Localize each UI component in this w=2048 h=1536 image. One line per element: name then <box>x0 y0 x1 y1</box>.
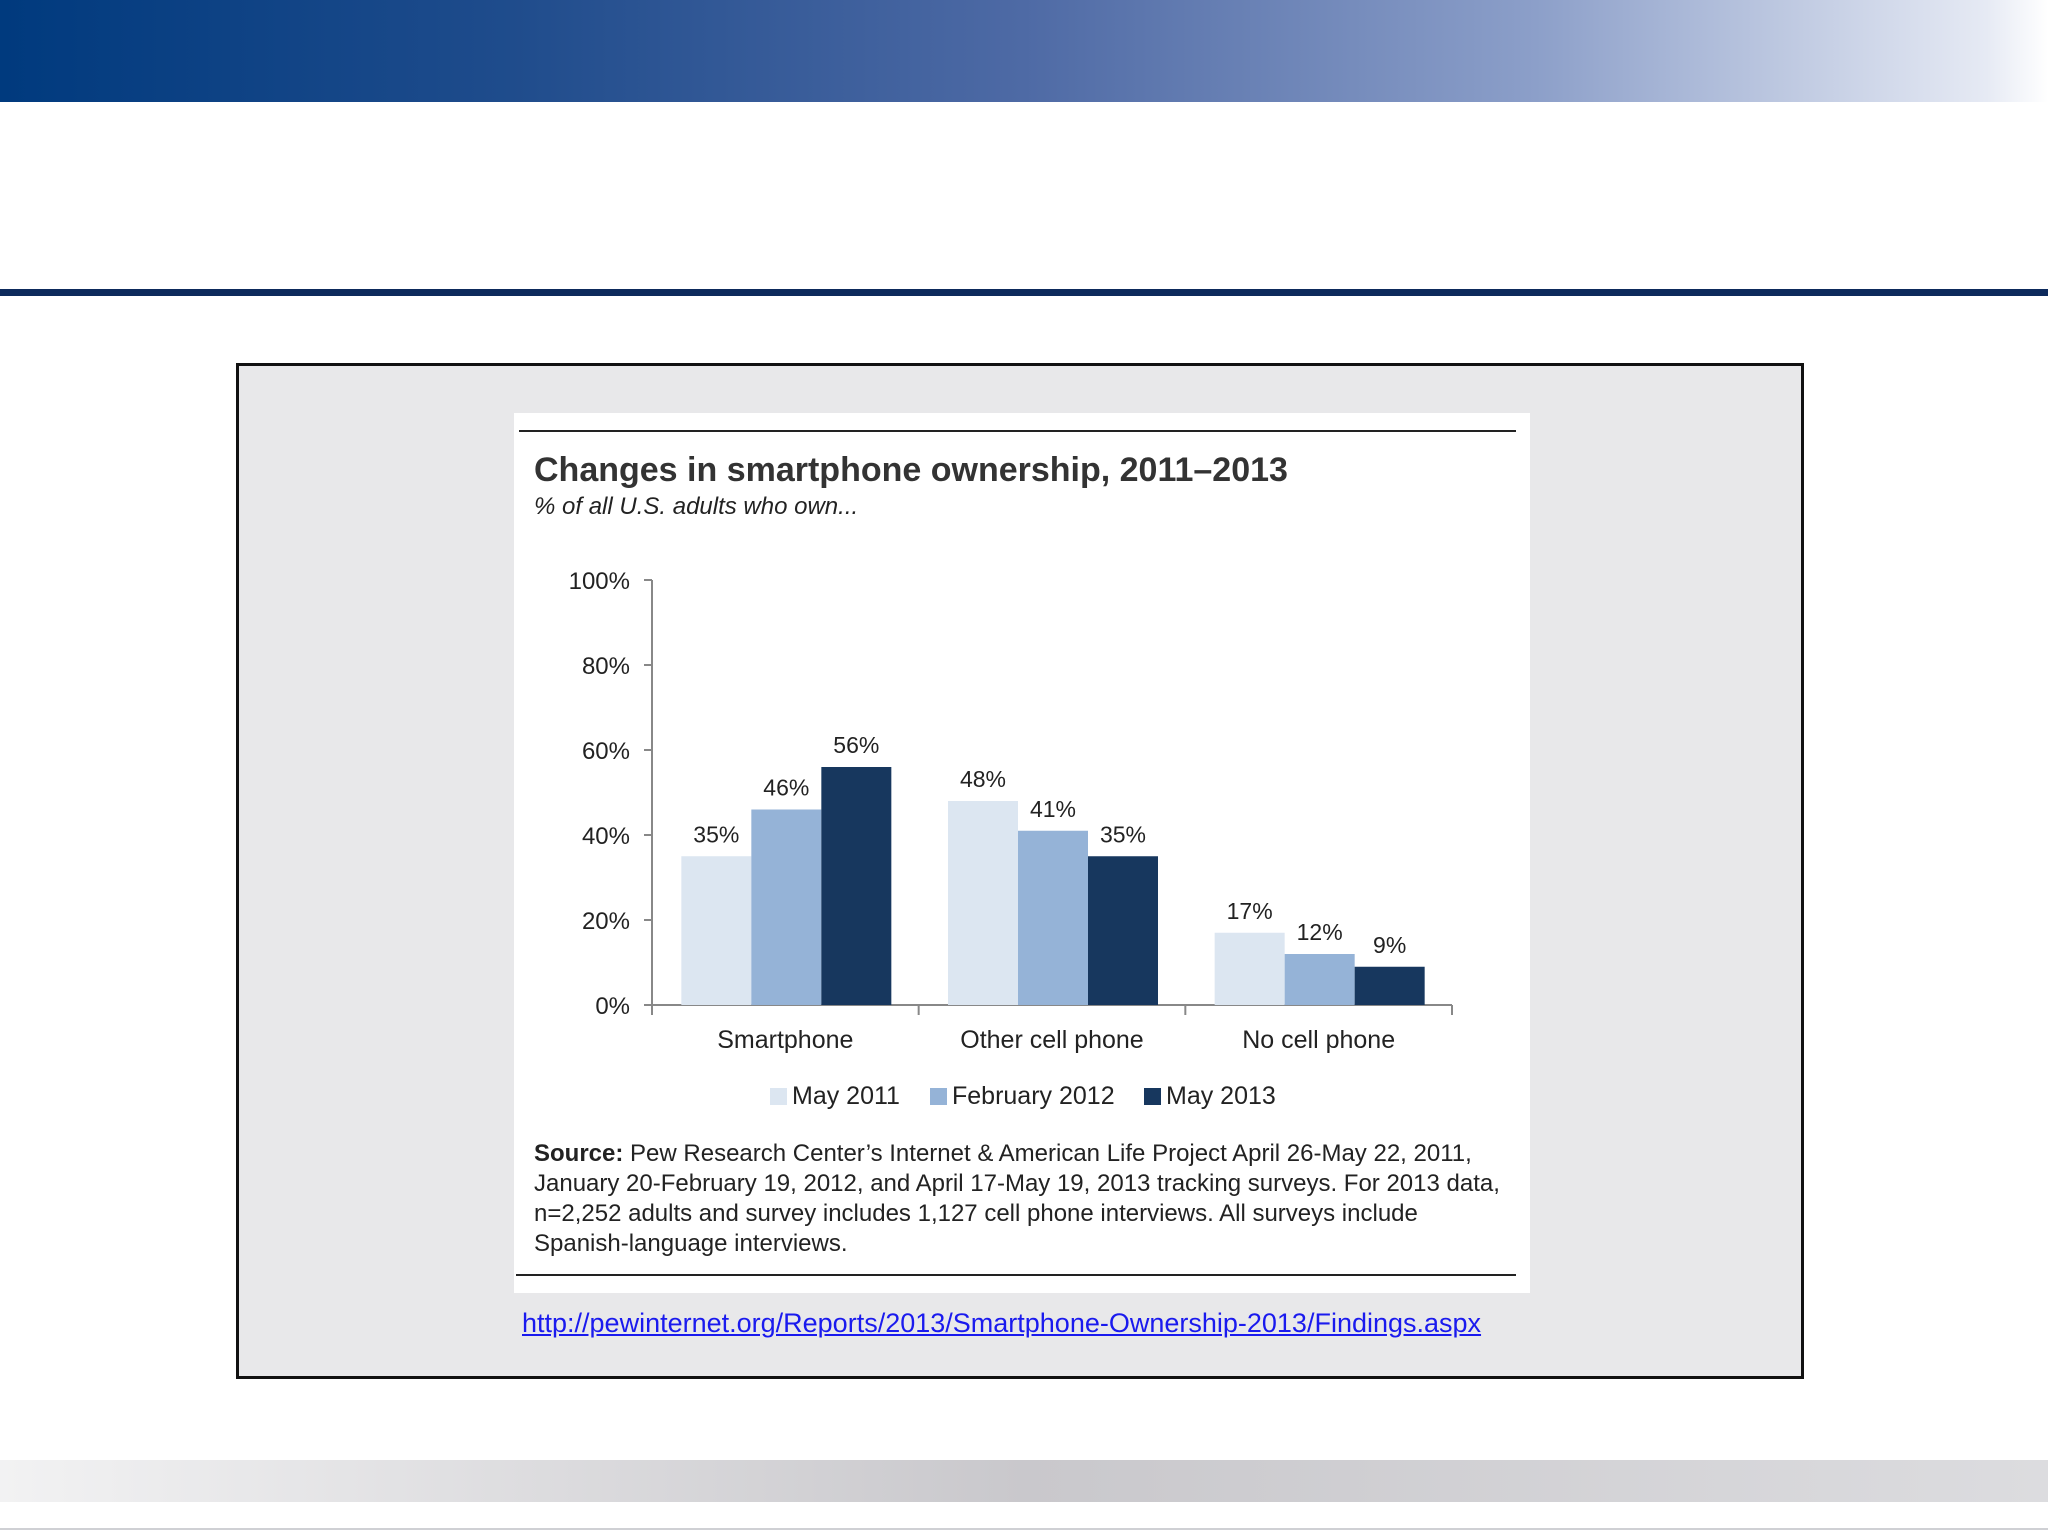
bar-value-label: 12% <box>1296 919 1343 945</box>
bar <box>821 767 891 1005</box>
bar <box>1285 954 1355 1005</box>
y-tick-label: 80% <box>581 653 630 680</box>
header-gradient-bar <box>0 0 2048 102</box>
bar <box>1018 831 1088 1005</box>
category-label: Smartphone <box>717 1026 854 1054</box>
y-tick-label: 0% <box>595 993 630 1020</box>
bar-value-label: 35% <box>1099 821 1147 848</box>
category-label: No cell phone <box>1242 1026 1396 1054</box>
bottom-rule <box>514 1273 1530 1277</box>
category-label: Other cell phone <box>960 1026 1144 1054</box>
legend-swatch <box>930 1088 947 1105</box>
bar <box>681 856 751 1005</box>
legend-label: May 2013 <box>1166 1082 1276 1110</box>
chart-card <box>514 413 1530 1293</box>
chart-title: Changes in smartphone ownership, 2011–2013 <box>534 451 1288 489</box>
bar-chart <box>514 413 1530 1133</box>
source-note <box>534 1139 1514 1259</box>
bar-value-label: 48% <box>959 766 1007 792</box>
y-tick-label: 40% <box>581 823 630 850</box>
footer-line <box>0 1528 2048 1530</box>
source-link[interactable]: http://pewinternet.org/Reports/2013/Smartphone-Ownership-2013/Findings.aspx <box>522 1308 1482 1338</box>
legend-swatch <box>1144 1088 1161 1105</box>
bar-value-label: 56% <box>833 732 880 758</box>
title-divider <box>0 289 2048 296</box>
bar-value-label: 35% <box>693 821 740 848</box>
bar <box>751 810 821 1006</box>
legend-label: May 2011 <box>792 1082 900 1110</box>
bar-value-label: 41% <box>1029 795 1077 822</box>
bar-value-label: 46% <box>763 774 810 801</box>
bar-value-label: 17% <box>1226 897 1273 924</box>
bar-value-label: 9% <box>1373 931 1407 958</box>
legend-label: February 2012 <box>952 1082 1115 1110</box>
legend-swatch <box>770 1088 787 1105</box>
bar <box>948 801 1018 1005</box>
bar <box>1355 967 1425 1005</box>
footer-gradient-bar <box>0 1460 2048 1502</box>
y-tick-label: 20% <box>581 908 630 935</box>
chart-subtitle: % of all U.S. adults who own... <box>534 493 859 520</box>
source-label: Source: <box>534 1140 624 1167</box>
y-tick-label: 100% <box>568 568 630 595</box>
y-tick-label: 60% <box>581 738 630 765</box>
bar <box>1088 856 1158 1005</box>
bar <box>1215 933 1285 1005</box>
source-body: Pew Research Center’s Internet & American Life Project April 26-May 22, 2011, January 20-February 19, 2012, and April 17-May 19, 2013 tracking surveys. For 2013 data, n=2,252 adults and survey includes 1,127 cell phone interviews. All surveys include Spanish-language interviews. <box>534 1140 1500 1257</box>
